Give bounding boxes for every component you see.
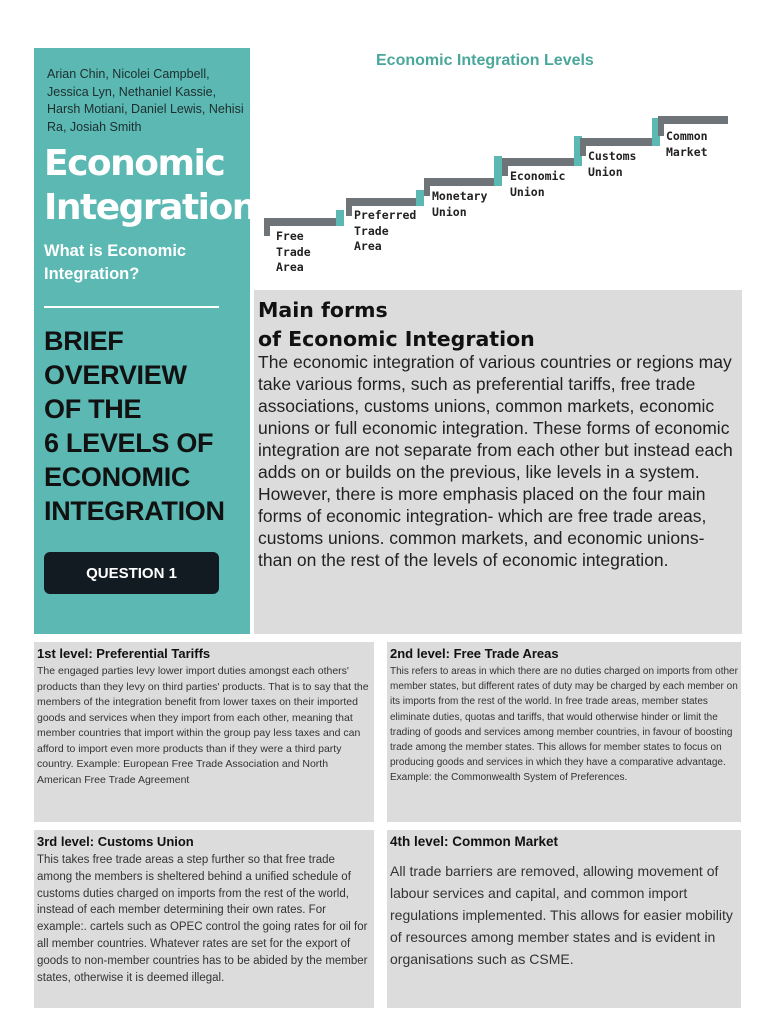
overview-line: BRIEF [44,326,124,356]
main-forms-heading [258,296,738,354]
overview-line: INTEGRATION [44,496,225,526]
step-label-preferred-trade-area: Preferred Trade Area [354,208,417,253]
overview-heading [44,324,250,528]
step-label-common-market: Common Market [666,129,708,159]
overview-line: ECONOMIC [44,462,191,492]
authors-list: Arian Chin, Nicolei Campbell, Jessica Lyn, Nethaniel Kassie, Harsh Motiani, Daniel Lewis, Nehisi Ra, Josiah Smith [47,67,244,134]
page-title [44,142,256,230]
level-1-box [34,642,374,822]
step-label-free-trade-area: Free Trade Area [276,229,311,274]
diagram-title: Economic Integration Levels [376,52,594,69]
level-3-body: This takes free trade areas a step further so that free trade among the members is sheltered behind a unified schedule of customs duties charged on imports from the rest of the world, instead of each member determining their own rates. For example:. cartels such as OPEC control the going rates for oil for all member countries. Whatever rates are set for the export of goods to non-member countries has to be abided by the member states, otherwise it is deemed illegal. [37,854,368,984]
level-4-title: 4th level: Common Market [390,834,559,849]
level-3-box [34,830,374,1008]
level-1-body: The engaged parties levy lower import duties amongst each others' products than they levy on third parties' products. That is to say that the members of the integration benefit from lower taxes on their imported goods and services when they import from each other, meaning that member countries that import within the group pay less taxes and can afford to import even more products than if they were a third party country. Example: European Free Trade Association and North American Free Trade Agreement [37,665,369,786]
step-label-monetary-union: Monetary Union [432,189,488,219]
level-2-box [387,642,741,822]
integration-levels-diagram [256,40,756,286]
main-forms-heading-line-2: of Economic Integration [258,327,535,351]
overview-line: OVERVIEW [44,360,187,390]
main-forms-section [254,290,742,634]
level-2-body: This refers to areas in which there are no duties charged on imports from other member states, but different rates of duty may be charged by each member on its imports from the rest of the world. In free trade areas, member states eliminate duties, quotas and tariffs, that would otherwise hinder or limit the trading of goods and services among member countries, in favour of boosting trade among the member states. This allows for member states to focus on producing goods and services in which they have a comparative advantage. Example: the Commonwealth System of Preferences. [390,666,738,784]
main-forms-heading-line-1: Main forms [258,298,388,322]
overview-line: OF THE [44,394,142,424]
page-title-line-2: Integration [44,187,256,228]
staircase-graphic [256,40,756,286]
step-label-economic-union: Economic Union [510,169,566,199]
overview-line: 6 LEVELS OF [44,428,214,458]
question-1-button[interactable]: QUESTION 1 [44,552,219,594]
step-label-customs-union: Customs Union [588,149,637,179]
level-2-title: 2nd level: Free Trade Areas [390,646,559,661]
level-4-box [387,830,741,1008]
level-1-title: 1st level: Preferential Tariffs [37,646,211,661]
sidebar-panel [34,48,256,634]
main-forms-body: The economic integration of various countries or regions may take various forms, such as preferential tariffs, free trade associations, customs unions, common markets, economic unions or full economic integration. These forms of economic integration are not separate from each other but instead each adds on or builds on the previous, like levels in a system. However, there is more emphasis placed on the four main forms of economic integration- which are free trade areas, customs unions. common markets, and economic unions- than on the rest of the levels of economic integration. [258,352,733,570]
page-title-line-1: Economic [44,143,225,184]
sidebar-divider [44,306,219,308]
page-subtitle: What is Economic Integration? [44,242,187,283]
level-3-title: 3rd level: Customs Union [37,834,194,849]
level-4-body: All trade barriers are removed, allowing movement of labour services and capital, and common import regulations implemented. This allows for easier mobility of resources among member states and is evident in organisations such as CSME. [390,863,733,967]
